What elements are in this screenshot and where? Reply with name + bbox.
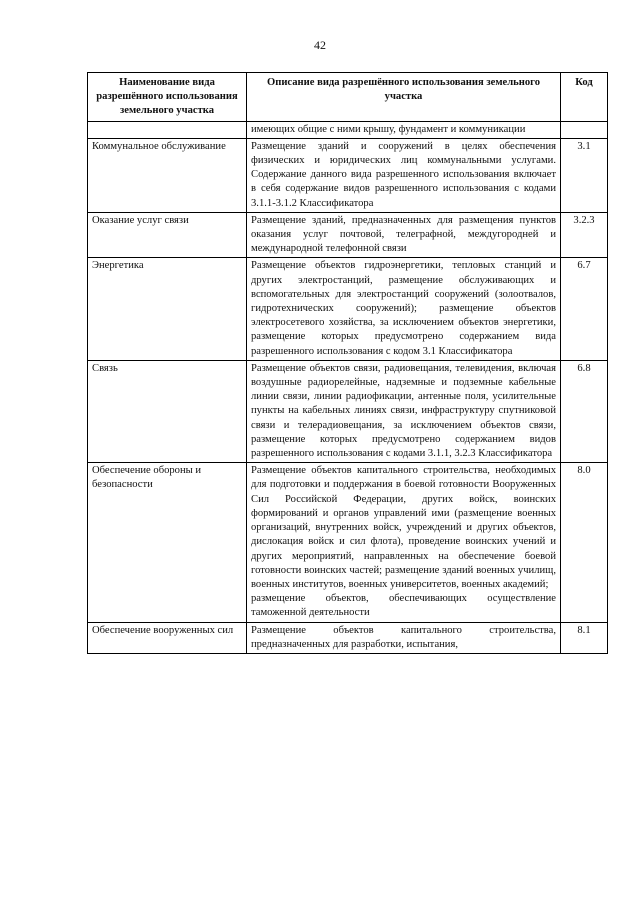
land-use-table — [87, 72, 608, 654]
table-row — [88, 258, 608, 360]
header-name: Наименование вида разрешённого использования земельного участка — [88, 73, 247, 122]
row-code: 6.7 — [561, 258, 608, 360]
row-name: Энергетика — [88, 258, 247, 360]
row-name: Обеспечение вооруженных сил — [88, 622, 247, 653]
page-number: 42 — [314, 38, 326, 52]
row-code: 6.8 — [561, 360, 608, 462]
row-code: 8.0 — [561, 463, 608, 622]
row-code: 8.1 — [561, 622, 608, 653]
description-paragraph: размещение объектов, обеспечивающих осуществление таможенной деятельности — [251, 593, 556, 619]
table-row — [88, 212, 608, 258]
table-row — [88, 360, 608, 462]
row-description — [247, 138, 561, 212]
row-description — [247, 360, 561, 462]
row-name: Связь — [88, 360, 247, 462]
row-name: Коммунальное обслуживание — [88, 138, 247, 212]
table-row — [88, 138, 608, 212]
description-paragraph: Размещение объектов гидроэнергетики, тепловых станций и других электростанций, размещение обслуживающих и вспомогательных для электростанций сооружений (золоотвалов, гидротехнических сооружений); размещение объектов электросетевого хозяйства, за исключением объектов энергетики, размещение которых предусмотрено содержанием вида разрешенного использования с кодом 3.1 Классификатора — [251, 260, 556, 357]
table-header-row — [88, 73, 608, 122]
row-code — [561, 121, 608, 138]
row-description — [247, 622, 561, 653]
row-name: Обеспечение обороны и безопасности — [88, 463, 247, 622]
description-paragraph: Размещение зданий и сооружений в целях обеспечения физических и юридических лиц коммунальными услугами. Содержание данного вида разрешенного использования включает в себя содержание видов разрешенного использования с кодами 3.1.1-3.1.2 Классификатора — [251, 140, 556, 209]
row-description — [247, 258, 561, 360]
description-paragraph: Размещение объектов капитального строительства, предназначенных для разработки, испытания, — [251, 624, 556, 650]
description-paragraph: Размещение зданий, предназначенных для размещения пунктов оказания услуг почтовой, телеграфной, междугородней и международной телефонной связи — [251, 214, 556, 255]
row-name — [88, 121, 247, 138]
table-row — [88, 121, 608, 138]
description-paragraph: Размещение объектов связи, радиовещания, телевидения, включая воздушные радиорелейные, надземные и подземные кабельные линии связи, линии радиофикации, антенные поля, усилительные пункты на кабельных линиях связи, инфраструктуру спутниковой связи и телерадиовещания, за исключением объектов связи, размещение которых предусмотрено содержанием видов разрешенного использования с кодами 3.1.1, 3.2.3 Классификатора — [251, 362, 556, 460]
row-description — [247, 121, 561, 138]
table-row — [88, 463, 608, 622]
row-description — [247, 212, 561, 258]
row-name: Оказание услуг связи — [88, 212, 247, 258]
description-paragraph: имеющих общие с ними крышу, фундамент и коммуникации — [251, 123, 526, 135]
row-code: 3.1 — [561, 138, 608, 212]
header-description: Описание вида разрешённого использования земельного участка — [247, 73, 561, 122]
header-code: Код — [561, 73, 608, 122]
table-row — [88, 622, 608, 653]
row-code: 3.2.3 — [561, 212, 608, 258]
description-paragraph: Размещение объектов капитального строительства, необходимых для подготовки и поддержания в боевой готовности Вооруженных Сил Российской Федерации, других войск, воинских формирований и органов управлений ими (размещение военных организаций, внутренних войск, учреждений и других объектов, дислокация войск и сил флота), проведение воинских учений и других мероприятий, направленных на обеспечение боевой готовности воинских частей; размещение зданий военных училищ, военных институтов, военных университетов, военных академий; — [251, 465, 556, 590]
row-description — [247, 463, 561, 622]
